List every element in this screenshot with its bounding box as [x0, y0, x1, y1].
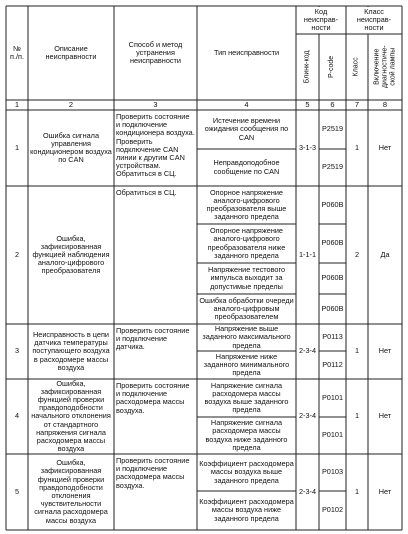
header-p-code	[319, 34, 346, 100]
row-description-text: Ошибка, зафиксированная функцией наблюдения аналого-цифрового преобразователя	[32, 233, 110, 276]
header-class-group-text: Класс неисправ- ности	[356, 6, 392, 33]
fault-type-text: Коэффициент расходомера массы воздуха ниже заданного предела	[199, 497, 294, 523]
p-code-text: P2519	[321, 162, 344, 172]
row-lamp-text: Да	[380, 249, 390, 259]
row-lamp	[368, 324, 402, 379]
row-lamp-text: Нет	[378, 142, 392, 152]
row-description	[28, 324, 114, 379]
fault-type	[197, 417, 296, 454]
p-code-text: P0102	[321, 505, 344, 515]
row-lamp-text: Нет	[378, 411, 392, 421]
fault-type-text: Напряжение ниже заданного минимального предела	[203, 351, 290, 378]
row-num	[6, 324, 28, 379]
fault-type	[197, 324, 296, 351]
fault-type	[197, 186, 296, 224]
p-code	[319, 263, 346, 294]
row-method-text: Проверить состояние и подключение датчика.	[116, 326, 190, 352]
fault-type	[197, 454, 296, 491]
row-method-text: Проверить состояние и подключение расходомера массы воздуха.	[116, 456, 190, 490]
fault-type-text: Неправдоподобное сообщение по CAN	[213, 158, 280, 176]
p-code	[319, 351, 346, 379]
column-number-2-text: 2	[68, 100, 74, 109]
fault-type	[197, 149, 296, 186]
row-description-text: Ошибка сигнала управления кондиционером воздуха по CAN	[30, 130, 112, 165]
fault-type	[197, 491, 296, 530]
row-num-text: 5	[14, 486, 20, 496]
fault-type	[197, 110, 296, 149]
header-type-text: Тип неисправности	[213, 47, 280, 57]
p-code-text: P2519	[321, 124, 344, 134]
p-code-text: P060B	[321, 238, 344, 248]
header-lamp	[368, 34, 402, 100]
row-blink-code-text: 1-1-1	[298, 249, 317, 259]
row-lamp	[368, 186, 402, 324]
column-number-8	[368, 100, 402, 110]
row-method	[114, 324, 197, 379]
row-lamp	[368, 379, 402, 454]
p-code	[319, 324, 346, 351]
header-description	[28, 6, 114, 100]
row-class-text: 1	[354, 346, 360, 356]
column-number-3	[114, 100, 197, 110]
column-number-4	[197, 100, 296, 110]
row-method	[114, 379, 197, 454]
row-blink-code-text: 3-1-3	[298, 142, 317, 152]
p-code-text: P0103	[321, 467, 344, 477]
row-num-text: 3	[14, 346, 20, 356]
header-p-code-text: P-code	[328, 55, 336, 79]
fault-type-text: Напряжение выше заданного максимального предела	[202, 324, 291, 350]
row-class	[346, 454, 368, 530]
fault-type	[197, 294, 296, 324]
header-num-text: № п./п.	[10, 43, 24, 61]
column-number-5	[296, 100, 319, 110]
row-num	[6, 379, 28, 454]
column-number-3-text: 3	[153, 100, 158, 109]
header-type	[197, 6, 296, 100]
p-code-text: P0101	[321, 430, 344, 440]
column-number-8-text: 8	[382, 100, 388, 109]
column-number-1-text: 1	[14, 100, 20, 109]
row-method	[114, 454, 197, 530]
p-code-text: P060B	[321, 303, 344, 313]
row-description	[28, 454, 114, 530]
fault-type	[197, 263, 296, 294]
p-code	[319, 110, 346, 149]
p-code-text: P0101	[321, 392, 344, 402]
row-num-text: 2	[14, 249, 20, 259]
fault-type-text: Опорное напряжение аналого-цифрового преобразователя выше заданного предела	[206, 187, 287, 222]
header-code-group-text: Код неисправ- ности	[303, 6, 339, 33]
fault-type-text: Истечение времени ожидания сообщения по CAN	[204, 116, 289, 142]
fault-type	[197, 379, 296, 417]
row-description	[28, 110, 114, 186]
row-description	[28, 186, 114, 324]
row-num	[6, 454, 28, 530]
row-class	[346, 110, 368, 186]
column-number-5-text: 5	[305, 100, 310, 109]
row-description-text: Ошибка, зафиксированная функцией проверки правдоподобности начального отклонения от стандартного напряжения сигнала расходомера массы воздуха	[31, 379, 111, 454]
row-method	[114, 110, 197, 186]
p-code	[319, 417, 346, 454]
row-num	[6, 186, 28, 324]
fault-type-text: Напряжение тестового импульса выходит за допустимые пределы	[207, 265, 286, 291]
fault-type	[197, 351, 296, 379]
row-class-text: 1	[354, 142, 360, 152]
row-num-text: 1	[14, 142, 20, 152]
p-code	[319, 379, 346, 417]
fault-type-text: Напряжение сигнала расходомера массы воздуха выше заданного предела	[204, 380, 289, 415]
header-blink-code-text: Блинк-код	[303, 50, 311, 84]
header-description-text: Описание неисправности	[45, 43, 97, 61]
row-description	[28, 379, 114, 454]
column-number-7-text: 7	[354, 100, 360, 109]
fault-type-text: Ошибка обработки очереди аналого-цифровым преобразователем	[199, 295, 294, 322]
p-code-text: P060B	[321, 273, 344, 283]
column-number-4-text: 4	[244, 100, 249, 109]
row-lamp-text: Нет	[378, 346, 392, 356]
header-class-text: Класс	[353, 57, 361, 77]
p-code	[319, 491, 346, 530]
column-number-6	[319, 100, 346, 110]
header-code-group	[296, 6, 346, 34]
p-code	[319, 454, 346, 491]
column-number-6-text: 6	[330, 100, 335, 109]
fault-type-text: Опорное напряжение аналого-цифрового преобразователя ниже заданного предела	[207, 226, 286, 260]
fault-type-text: Коэффициент расходомера массы воздуха выше заданного предела	[199, 459, 294, 485]
row-class	[346, 186, 368, 324]
row-lamp	[368, 110, 402, 186]
column-number-7	[346, 100, 368, 110]
row-blink-code	[296, 454, 319, 530]
row-method	[114, 186, 197, 324]
row-class	[346, 324, 368, 379]
row-description-text: Неисправность в цепи датчика температуры поступающего воздуха в расходомере массы воздуха	[32, 330, 110, 372]
column-number-1	[6, 100, 28, 110]
p-code-text: P060B	[321, 199, 344, 209]
row-blink-code	[296, 379, 319, 454]
row-method-text: Проверить состояние и подключение расходомера массы воздуха.	[116, 381, 190, 415]
p-code-text: P0112	[322, 359, 343, 369]
p-code	[319, 224, 346, 263]
row-blink-code-text: 2-3-4	[298, 486, 317, 496]
header-method-text: Способ и метод устранения неисправности	[128, 39, 183, 66]
row-lamp-text: Нет	[378, 486, 392, 496]
row-blink-code	[296, 110, 319, 186]
row-blink-code-text: 2-3-4	[298, 346, 317, 356]
row-description-text: Ошибка, зафиксированная функцией проверки правдоподобности отклонения чувствительности сигнала расходомера массы воздуха	[34, 458, 108, 525]
header-num	[6, 6, 28, 100]
p-code	[319, 186, 346, 224]
row-lamp	[368, 454, 402, 530]
row-blink-code-text: 2-3-4	[298, 411, 317, 421]
p-code	[319, 294, 346, 324]
header-blink-code	[296, 34, 319, 100]
row-method-text: Обратиться в СЦ.	[116, 188, 177, 197]
p-code	[319, 149, 346, 186]
header-class-group	[346, 6, 402, 34]
row-class-text: 1	[354, 411, 360, 421]
row-class-text: 2	[354, 249, 360, 259]
row-num	[6, 110, 28, 186]
p-code-text: P0113	[322, 332, 343, 342]
row-num-text: 4	[14, 411, 20, 421]
header-class	[346, 34, 368, 100]
header-lamp-text: Включение диагностиче- ской лампы	[373, 45, 396, 89]
row-blink-code	[296, 324, 319, 379]
row-class-text: 1	[354, 486, 360, 496]
header-method	[114, 6, 197, 100]
fault-type	[197, 224, 296, 263]
column-number-2	[28, 100, 114, 110]
row-method-text: Проверить состояние и подключение кондиционера воздуха. Проверить подключение CAN линии к другим CAN устройствам. Обратиться в СЦ.	[116, 112, 195, 179]
row-class	[346, 379, 368, 454]
row-blink-code	[296, 186, 319, 324]
fault-type-text: Напряжение сигнала расходомера массы воздуха ниже заданного предела	[205, 418, 288, 452]
